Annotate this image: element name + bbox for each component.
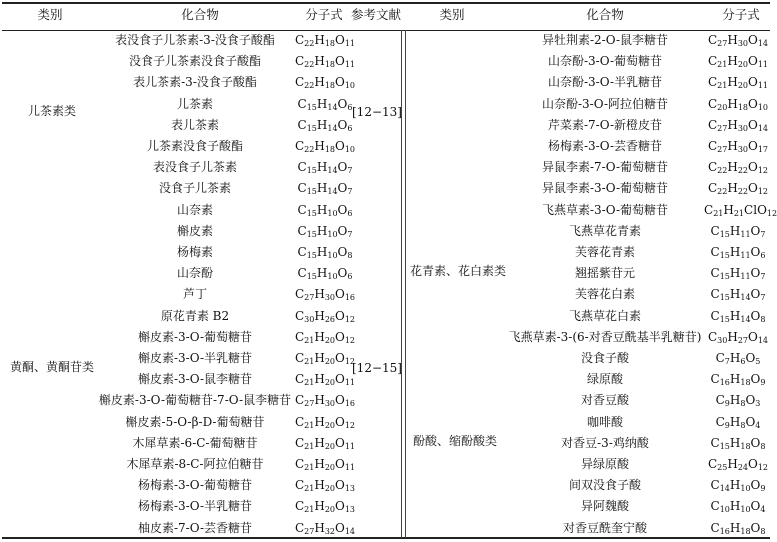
left-compound-cell: 芦丁 xyxy=(182,287,207,302)
right-compound-cell: 异阿魏酸 xyxy=(580,499,629,514)
right-formula-cell: $C_{27}H_{30}O_{17}$ xyxy=(707,139,769,154)
left-formula-cell: $C_{15}H_{14}O_6$ xyxy=(297,117,353,133)
left-ref-flavones: [12−15] xyxy=(352,361,402,375)
left-formula-cell: $C_{22}H_{18}O_{11}$ xyxy=(294,33,356,48)
left-formula-cell: $C_{15}H_{10}O_6$ xyxy=(297,266,353,282)
right-compound-cell: 杨梅素-3-O-芸香糖苷 xyxy=(547,139,663,153)
right-compound-cell: 芹菜素-7-O-新橙皮苷 xyxy=(547,117,663,132)
header-category-right: 类别 xyxy=(439,7,465,22)
right-formula-cell: $C_{30}H_{27}O_{14}$ xyxy=(707,329,769,345)
left-formula-cell: $C_{21}H_{20}O_{11}$ xyxy=(294,372,356,388)
left-formula-cell: $C_{22}H_{18}O_{11}$ xyxy=(294,54,356,70)
left-compound-cell: 杨梅素-3-O-葡萄糖苷 xyxy=(137,478,253,493)
right-formula-cell: $C_{15}H_{11}O_6$ xyxy=(710,245,766,260)
left-ref-catechins: [12−13] xyxy=(352,105,402,119)
left-formula-cell: $C_{21}H_{20}O_{13}$ xyxy=(294,478,356,494)
left-formula-cell: $C_{15}H_{10}O_8$ xyxy=(297,245,353,260)
left-formula-cell: $C_{21}H_{20}O_{12}$ xyxy=(294,414,356,430)
right-compound-cell: 绿原酸 xyxy=(586,372,623,387)
left-compound-cell: 槲皮素-3-O-鼠李糖苷 xyxy=(137,372,253,387)
left-formula-cell: $C_{15}H_{14}O_7$ xyxy=(297,160,353,176)
left-compound-cell: 槲皮素 xyxy=(176,223,213,238)
left-compound-cell: 山奈素 xyxy=(176,202,213,217)
left-formula-cell: $C_{22}H_{18}O_{10}$ xyxy=(294,139,356,154)
right-category-anthocyanins: 花青素、花白素类 xyxy=(410,264,507,278)
left-formula-cell: $C_{15}H_{14}O_7$ xyxy=(297,181,353,197)
left-formula-cell: $C_{15}H_{10}O_6$ xyxy=(297,202,353,218)
left-compound-cell: 槲皮素-3-O-葡萄糖苷 xyxy=(137,329,253,344)
right-formula-cell: $C_{21}H_{21}ClO_{12}$ xyxy=(704,202,777,218)
right-compound-cell: 山奈酚-3-O-葡萄糖苷 xyxy=(547,54,663,69)
left-compound-cell: 原花青素 B2 xyxy=(160,308,230,323)
left-compound-cell: 表没食子儿茶素 xyxy=(152,160,237,175)
right-formula-cell: $C_{15}H_{11}O_7$ xyxy=(710,223,766,239)
center-divider-right xyxy=(405,30,406,538)
left-compound-cell: 柚皮素-7-O-芸香糖苷 xyxy=(137,520,253,535)
right-formula-cell: $C_{15}H_{18}O_8$ xyxy=(710,435,766,451)
header-compound-right: 化合物 xyxy=(586,7,624,22)
right-formula-cell: $C_{25}H_{24}O_{12}$ xyxy=(707,457,769,472)
left-compound-cell: 表儿茶素 xyxy=(170,117,219,132)
right-formula-cell: $C_9H_8O_4$ xyxy=(715,414,761,430)
right-formula-cell: $C_{15}H_{14}O_7$ xyxy=(710,287,766,303)
right-formula-cell: $C_{15}H_{11}O_7$ xyxy=(710,266,766,282)
left-compound-cell: 槲皮素-5-O-β-D-葡萄糖苷 xyxy=(125,414,265,429)
left-compound-cell: 槲皮素-3-O-半乳糖苷 xyxy=(137,351,253,365)
right-compound-cell: 芙蓉花白素 xyxy=(574,287,635,302)
right-formula-cell: $C_{27}H_{30}O_{14}$ xyxy=(707,33,769,48)
left-formula-cell: $C_{15}H_{10}O_7$ xyxy=(297,223,353,239)
left-compound-cell: 杨梅素-3-O-半乳糖苷 xyxy=(137,499,253,514)
right-compound-cell: 间双没食子酸 xyxy=(568,478,641,493)
right-formula-cell: $C_7H_6O_5$ xyxy=(715,351,761,366)
right-formula-cell: $C_9H_8O_3$ xyxy=(715,393,761,409)
left-compound-cell: 木犀草素-6-C-葡萄糖苷 xyxy=(132,435,258,450)
left-compound-cell: 木犀草素-8-C-阿拉伯糖苷 xyxy=(126,457,264,471)
left-compound-cell: 表没食子儿茶素-3-没食子酸酯 xyxy=(115,33,275,47)
right-compound-cell: 飞燕草素-3-O-葡萄糖苷 xyxy=(541,202,669,217)
left-formula-cell: $C_{27}H_{30}O_{16}$ xyxy=(294,393,356,409)
right-compound-cell: 飞燕草素-3-(6-对香豆酰基半乳糖苷) xyxy=(508,329,702,344)
left-compound-cell: 没食子儿茶素没食子酸酯 xyxy=(128,54,261,69)
left-category-catechins: 儿茶素类 xyxy=(28,104,77,118)
right-formula-cell: $C_{16}H_{18}O_9$ xyxy=(710,372,766,388)
right-compound-cell: 对香豆酸 xyxy=(580,393,629,408)
right-compound-cell: 咖啡酸 xyxy=(586,414,623,429)
left-formula-cell: $C_{22}H_{18}O_{10}$ xyxy=(294,75,356,91)
left-formula-cell: $C_{21}H_{20}O_{11}$ xyxy=(294,457,356,472)
right-compound-cell: 对香豆酰奎宁酸 xyxy=(562,520,647,535)
left-compound-cell: 槲皮素-3-O-葡萄糖苷-7-O-鼠李糖苷 xyxy=(98,393,292,408)
header-ref-left: 参考文献 xyxy=(350,7,401,22)
right-compound-cell: 异鼠李素-7-O-葡萄糖苷 xyxy=(541,160,669,175)
header-formula-right: 分子式 xyxy=(722,7,760,22)
right-formula-cell: $C_{22}H_{22}O_{12}$ xyxy=(707,181,769,197)
header-formula-left: 分子式 xyxy=(305,7,343,22)
right-compound-cell: 山奈酚-3-O-半乳糖苷 xyxy=(547,75,663,90)
right-formula-cell: $C_{21}H_{20}O_{11}$ xyxy=(707,54,769,70)
header-category-left: 类别 xyxy=(37,7,63,22)
right-compound-cell: 飞燕草花白素 xyxy=(568,308,641,323)
right-formula-cell: $C_{27}H_{30}O_{14}$ xyxy=(707,117,769,133)
left-compound-cell: 杨梅素 xyxy=(176,245,213,259)
right-compound-cell: 没食子酸 xyxy=(580,351,629,365)
left-compound-cell: 没食子儿茶素 xyxy=(158,181,231,196)
right-compound-cell: 芙蓉花青素 xyxy=(574,245,635,259)
right-compound-cell: 异牡荆素-2-O-鼠李糖苷 xyxy=(541,33,669,47)
right-formula-cell: $C_{22}H_{22}O_{12}$ xyxy=(707,160,769,176)
left-compound-cell: 儿茶素 xyxy=(176,96,213,111)
right-compound-cell: 异鼠李素-3-O-葡萄糖苷 xyxy=(541,181,669,196)
left-compound-cell: 山奈酚 xyxy=(176,266,213,281)
right-formula-cell: $C_{16}H_{18}O_8$ xyxy=(710,520,766,536)
left-formula-cell: $C_{27}H_{30}O_{16}$ xyxy=(294,287,356,303)
right-formula-cell: $C_{15}H_{14}O_8$ xyxy=(710,308,766,324)
header-compound-left: 化合物 xyxy=(181,7,219,22)
left-category-flavones: 黄酮、黄酮苷类 xyxy=(10,360,95,374)
left-formula-cell: $C_{21}H_{20}O_{12}$ xyxy=(294,329,356,345)
right-category-phenolic-acids: 酚酸、缩酚酸类 xyxy=(413,434,498,448)
left-formula-cell: $C_{21}H_{20}O_{11}$ xyxy=(294,435,356,451)
left-compound-cell: 表儿茶素-3-没食子酸酯 xyxy=(133,75,257,90)
left-compound-cell: 儿茶素没食子酸酯 xyxy=(146,139,243,153)
left-formula-cell: $C_{21}H_{20}O_{13}$ xyxy=(294,499,356,515)
right-compound-cell: 山奈酚-3-O-阿拉伯糖苷 xyxy=(541,96,669,111)
left-formula-cell: $C_{21}H_{20}O_{12}$ xyxy=(294,351,356,366)
right-formula-cell: $C_{10}H_{10}O_4$ xyxy=(710,499,766,515)
right-formula-cell: $C_{21}H_{20}O_{11}$ xyxy=(707,75,769,91)
right-compound-cell: 对香豆-3-鸡纳酸 xyxy=(561,435,649,450)
left-formula-cell: $C_{27}H_{32}O_{14}$ xyxy=(294,520,356,536)
left-formula-cell: $C_{15}H_{14}O_6$ xyxy=(297,96,353,112)
right-formula-cell: $C_{20}H_{18}O_{10}$ xyxy=(707,96,769,112)
right-compound-cell: 翘摇紫苷元 xyxy=(574,266,635,281)
right-compound-cell: 飞燕草花青素 xyxy=(568,223,641,238)
right-formula-cell: $C_{14}H_{10}O_9$ xyxy=(710,478,766,494)
right-compound-cell: 异绿原酸 xyxy=(580,457,629,471)
left-formula-cell: $C_{30}H_{26}O_{12}$ xyxy=(294,308,356,324)
